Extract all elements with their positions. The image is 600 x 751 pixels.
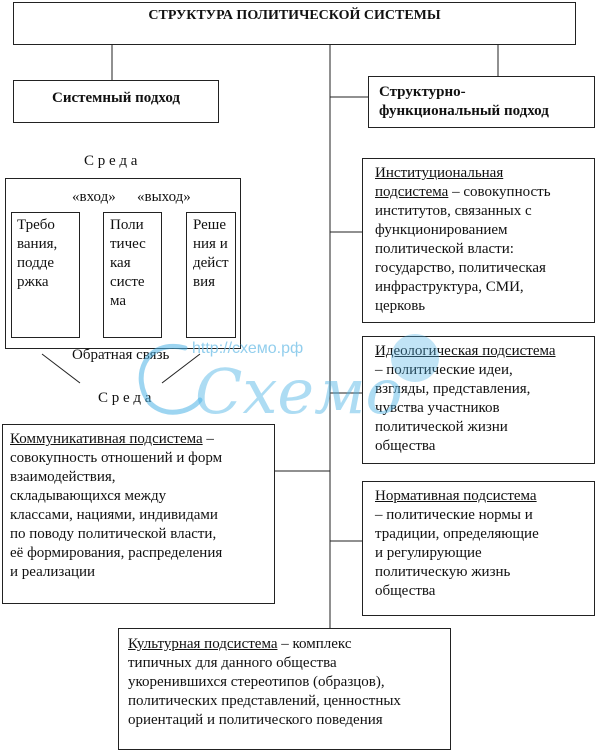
institutional-desc-line: политической власти: <box>375 241 514 257</box>
feedback-label: Обратная связь <box>72 347 170 363</box>
ideological-name: Идеологическая подсистема <box>375 343 556 359</box>
requirements-box <box>11 212 80 338</box>
normative-subsystem-box <box>362 481 595 616</box>
ideological-desc-line: общества <box>375 438 436 454</box>
institutional-desc-line: государство, политическая <box>375 260 546 276</box>
political-system-line: кая <box>110 255 131 271</box>
decisions-box <box>186 212 236 338</box>
ideological-desc-line: – политические идеи, <box>375 362 513 378</box>
communicative-desc-line: классами, нациями, индивидами <box>10 507 218 523</box>
communicative-desc-line: по поводу политической власти, <box>10 526 217 542</box>
requirements-line: Требо <box>17 217 55 233</box>
watermark-url: http://схемо.рф <box>192 340 304 357</box>
normative-name: Нормативная подсистема <box>375 488 537 504</box>
normative-desc-line: – политические нормы и <box>375 507 533 523</box>
environment-top-label: С р е д а <box>84 153 138 169</box>
communicative-name: Коммуникативная подсистема <box>10 431 203 447</box>
normative-desc-line: политическую жизнь <box>375 564 511 580</box>
environment-bottom-label: С р е д а <box>98 390 152 406</box>
institutional-desc-line: функционированием <box>375 222 508 238</box>
requirements-line: ржка <box>17 274 49 290</box>
institutional-desc-line: церковь <box>375 298 426 314</box>
cultural-desc-line: укоренившихся стереотипов (образцов), <box>128 674 385 690</box>
ideological-subsystem-box <box>362 336 595 464</box>
structural-approach-line2: функциональный подход <box>379 103 549 119</box>
output-label: «выход» <box>137 189 191 205</box>
cultural-desc-line: ориентаций и политического поведения <box>128 712 383 728</box>
political-system-box <box>103 212 162 338</box>
diagram-title: СТРУКТУРА ПОЛИТИЧЕСКОЙ СИСТЕМЫ <box>148 8 441 23</box>
ideological-desc-line: политической жизни <box>375 419 508 435</box>
decisions-line: дейст <box>193 255 229 271</box>
communicative-desc-line: её формирования, распределения <box>10 545 223 561</box>
cultural-name-suffix: – комплекс <box>277 636 352 652</box>
institutional-desc-line: – совокупность <box>448 184 551 200</box>
systems-approach-label: Системный подход <box>51 90 180 106</box>
title-box <box>13 2 576 45</box>
watermark-brand: Схемо <box>195 355 403 428</box>
decisions-line: ния и <box>193 236 228 252</box>
institutional-name-line2: подсистема <box>375 184 449 200</box>
requirements-line: вания, <box>17 236 58 252</box>
institutional-desc-line: инфраструктура, СМИ, <box>375 279 524 295</box>
normative-desc-line: общества <box>375 583 436 599</box>
requirements-line: подде <box>17 255 55 271</box>
normative-desc-line: и регулирующие <box>375 545 482 561</box>
institutional-subsystem-box <box>362 158 595 323</box>
political-system-line: Поли <box>110 217 144 233</box>
decisions-line: Реше <box>193 217 227 233</box>
political-system-line: ма <box>110 293 127 309</box>
cultural-name: Культурная подсистема <box>128 636 278 652</box>
decisions-line: вия <box>193 274 216 290</box>
ideological-desc-line: чувства участников <box>375 400 500 416</box>
structural-approach-line1: Структурно- <box>379 84 466 100</box>
political-system-line: тичес <box>110 236 146 252</box>
structural-approach-box <box>368 76 595 128</box>
communicative-desc-line: совокупность отношений и форм <box>10 450 223 466</box>
ideological-desc-line: взгляды, представления, <box>375 381 531 397</box>
communicative-subsystem-box <box>2 424 275 604</box>
institutional-name-line1: Институциональная <box>375 165 504 181</box>
cultural-desc-line: политических представлений, ценностных <box>128 693 401 709</box>
systems-approach-box <box>13 80 219 123</box>
communicative-desc-line: взаимодействия, <box>10 469 116 485</box>
normative-desc-line: традиции, определяющие <box>375 526 539 542</box>
communicative-desc-line: складывающихся между <box>10 488 167 504</box>
cultural-desc-line: типичных для данного общества <box>128 655 337 671</box>
institutional-desc-line: институтов, связанных с <box>375 203 532 219</box>
communicative-name-suffix: – <box>202 431 214 447</box>
cultural-subsystem-box <box>118 628 451 750</box>
political-system-line: систе <box>110 274 145 290</box>
input-label: «вход» <box>72 189 116 205</box>
communicative-desc-line: и реализации <box>10 564 96 580</box>
